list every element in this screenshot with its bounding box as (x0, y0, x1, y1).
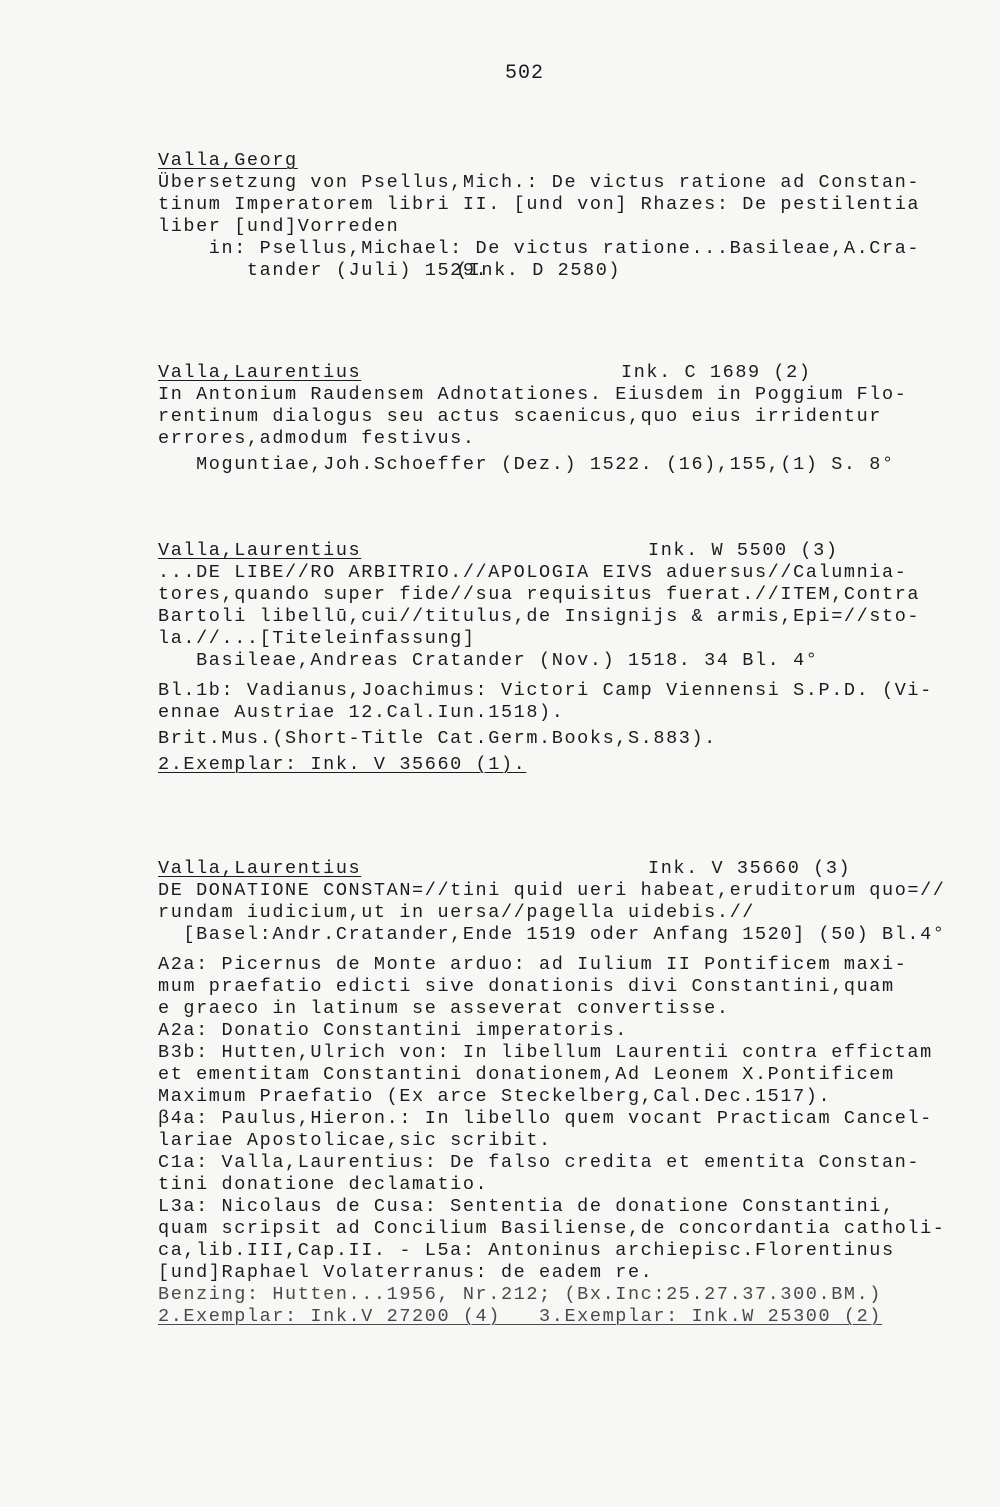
entry-line: in: Psellus,Michael: De victus ratione...Basileae,A.Cra- (158, 238, 921, 259)
entry-line: [und]Raphael Volaterranus: de eadem re. (158, 1262, 654, 1283)
entry-line: quam scripsit ad Concilium Basiliense,de concordantia catholi- (158, 1218, 946, 1239)
entry-line: Bartoli libellū,cui//titulus,de Insignijs & armis,Epi=//sto- (158, 606, 921, 627)
entry-line: Brit.Mus.(Short-Title Cat.Germ.Books,S.883). (158, 728, 717, 749)
entry-line: L3a: Nicolaus de Cusa: Sententia de donatione Constantini, (158, 1196, 895, 1217)
entry-line: C1a: Valla,Laurentius: De falso credita et ementita Constan- (158, 1152, 921, 1173)
entry-line: lariae Apostolicae,sic scribit. (158, 1130, 552, 1151)
entry-line: In Antonium Raudensem Adnotationes. Eiusdem in Poggium Flo- (158, 384, 908, 405)
shelfmark: Ink. W 5500 (3) (648, 540, 839, 561)
shelfmark: Ink. C 1689 (2) (621, 362, 812, 383)
entry-line: tander (Juli) 1529. (Ink. D 2580) (158, 260, 622, 281)
entry-line: A2a: Donatio Constantini imperatoris. (158, 1020, 628, 1041)
shelfmark: (Ink. D 2580) (456, 260, 622, 281)
entry-line: la.//...[Titeleinfassung] (158, 628, 476, 649)
entry-line: liber [und]Vorreden (158, 216, 400, 237)
entry-heading: Valla,Laurentius Ink. W 5500 (3) (158, 540, 839, 561)
entry-valla-georg (158, 150, 921, 282)
entry-line: Moguntiae,Joh.Schoeffer (Dez.) 1522. (16),155,(1) S. 8° (158, 454, 895, 475)
entry-line: Bl.1b: Vadianus,Joachimus: Victori Camp Viennensi S.P.D. (Vi- (158, 680, 933, 701)
entry-line: ennae Austriae 12.Cal.Iun.1518). (158, 702, 565, 723)
entry-line: Benzing: Hutten...1956, Nr.212; (Bx.Inc:25.27.37.300.BM.) (158, 1284, 883, 1305)
entry-line: Maximum Praefatio (Ex arce Steckelberg,Cal.Dec.1517). (158, 1086, 832, 1107)
entry-line: tores,quando super fide//sua requisitus fuerat.//ITEM,Contra (158, 584, 921, 605)
entry-line: ...DE LIBE//RO ARBITRIO.//APOLOGIA EIVS aduersus//Calumnia- (158, 562, 908, 583)
entry-valla-laurentius-de-donatione (158, 858, 946, 1328)
entry-line: Übersetzung von Psellus,Mich.: De victus ratione ad Constan- (158, 172, 921, 193)
entry-line: 2.Exemplar: Ink.V 27200 (4) 3.Exemplar: Ink.W 25300 (2) (158, 1306, 883, 1327)
entry-line: rundam iudicium,ut in uersa//pagella uidebis.// (158, 902, 755, 923)
entry-heading: Valla,Georg (158, 150, 298, 171)
entry-heading: Valla,Laurentius Ink. V 35660 (3) (158, 858, 852, 879)
entry-line: DE DONATIONE CONSTAN=//tini quid ueri habeat,eruditorum quo=// (158, 880, 946, 901)
entry-line: ca,lib.III,Cap.II. - L5a: Antoninus archiepisc.Florentinus (158, 1240, 895, 1261)
entry-line: rentinum dialogus seu actus scaenicus,quo eius irridentur (158, 406, 883, 427)
entry-valla-laurentius-de-libero-arbitrio (158, 540, 933, 776)
shelfmark: Ink. V 35660 (3) (648, 858, 852, 879)
entry-heading: Valla,Laurentius Ink. C 1689 (2) (158, 362, 812, 383)
entry-line: [Basel:Andr.Cratander,Ende 1519 oder Anfang 1520] (50) Bl.4° (158, 924, 946, 945)
entry-line: 2.Exemplar: Ink. V 35660 (1). (158, 754, 527, 775)
entry-line: β4a: Paulus,Hieron.: In libello quem vocant Practicam Cancel- (158, 1108, 933, 1129)
entry-line: errores,admodum festivus. (158, 428, 476, 449)
entry-line: Basileae,Andreas Cratander (Nov.) 1518. 34 Bl. 4° (158, 650, 819, 671)
page-number: 502 (505, 62, 545, 85)
entry-line: tinum Imperatorem libri II. [und von] Rhazes: De pestilentia (158, 194, 921, 215)
entry-line: et ementitam Constantini donationem,Ad Leonem X.Pontificem (158, 1064, 895, 1085)
entry-line: e graeco in latinum se asseverat convertisse. (158, 998, 730, 1019)
entry-line: A2a: Picernus de Monte arduo: ad Iulium II Pontificem maxi- (158, 954, 908, 975)
entry-valla-laurentius-adnotationes (158, 362, 918, 476)
entry-line: mum praefatio edicti sive donationis divi Constantini,quam (158, 976, 895, 997)
entry-line: B3b: Hutten,Ulrich von: In libellum Laurentii contra effictam (158, 1042, 933, 1063)
entry-line: tini donatione declamatio. (158, 1174, 489, 1195)
